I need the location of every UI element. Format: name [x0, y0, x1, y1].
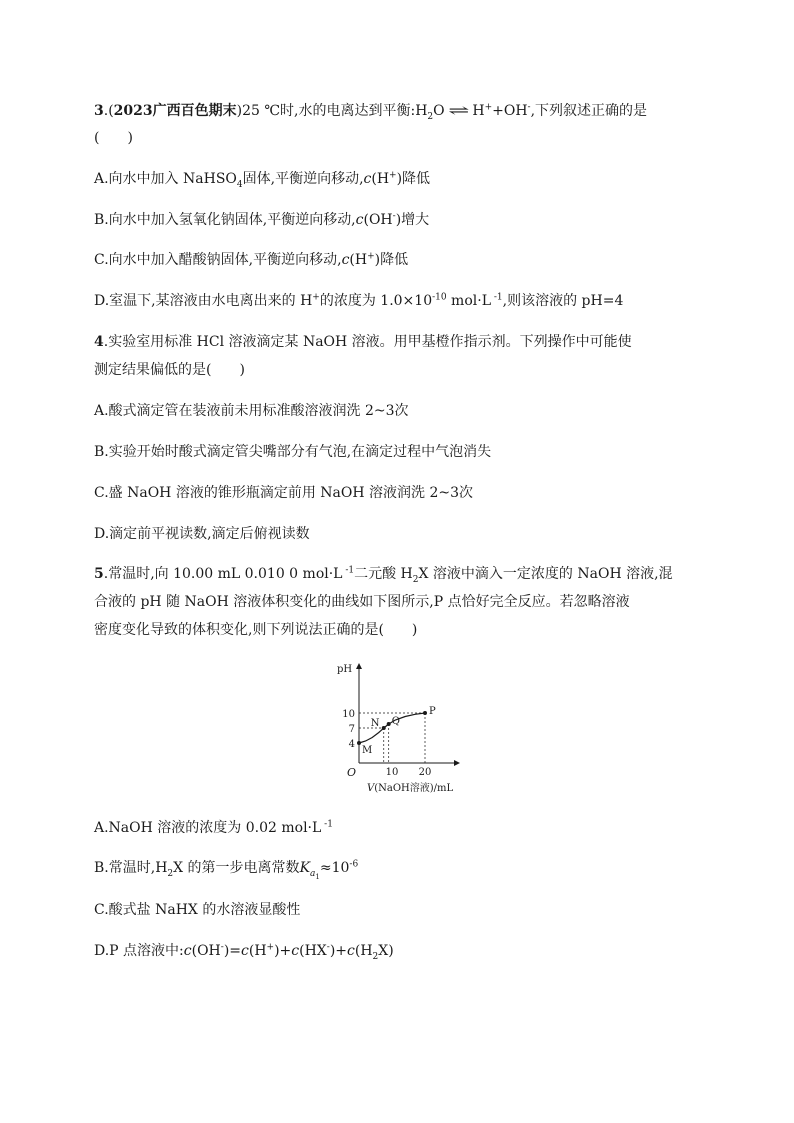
y-tick-label: 10: [342, 709, 355, 720]
q5-number: 5: [94, 566, 104, 582]
y-axis-label: pH: [337, 664, 353, 675]
q5-option-c: C.酸式盐 NaHX 的水溶液显酸性: [94, 902, 301, 918]
ph-chart-svg: [337, 660, 467, 800]
ph-titration-chart: [337, 660, 467, 800]
q3-source: 2023广西百色期末: [113, 103, 237, 119]
q4-option-b: B.实验开始时酸式滴定管尖嘴部分有气泡,在滴定过程中气泡消失: [94, 444, 492, 460]
q5-option-b: B.常温时$,H_2X$ 的第一步电离常数$K_{a_1}\approx 10^{-6}$: [94, 859, 359, 881]
equilibrium-arrow-icon: ⇌: [447, 103, 470, 119]
q4-number: 4: [94, 334, 104, 350]
x-tick-label: 10: [385, 767, 399, 778]
point-label-n: N: [370, 718, 380, 729]
q5-option-a: A.NaOH 溶液的浓度为 0.02 mol·L $^{-1}$: [94, 819, 333, 836]
q5-option-d: D.P 点溶液中$:c(OH^-)=c(H^+)+c(HX^-)+c(H_2X)$: [94, 942, 394, 962]
q4-option-c: C.盛 NaOH 溶液的锥形瓶滴定前用 NaOH 溶液润洗 2~3次: [94, 485, 474, 501]
q5-stem-line3: 密度变化导致的体积变化,则下列说法正确的是( ): [94, 622, 418, 638]
q3-option-a: A.向水中加入 NaHSO$_4$固体,平衡逆向移动,c(H+)降低: [94, 170, 431, 190]
chart-marks: [342, 706, 436, 778]
q4-stem-line1: 4.实验室用标准 HCl 溶液滴定某 NaOH 溶液。用甲基橙作指示剂。下列操作中可能使: [94, 334, 632, 350]
point-label-p: P: [429, 706, 436, 717]
y-tick-label: 7: [348, 724, 355, 735]
y-tick-label: 4: [348, 739, 355, 750]
point-label-m: M: [362, 745, 373, 756]
q3-option-b: B.向水中加入氢氧化钠固体,平衡逆向移动,c(OH-)增大: [94, 211, 430, 228]
origin-label: O: [347, 766, 357, 779]
point-n: [382, 726, 386, 730]
q4-option-a: A.酸式滴定管在装液前未用标准酸溶液润洗 2~3次: [94, 403, 409, 419]
q3-option-d: D.室温下,某溶液由水电离出来的 H+的浓度为 $1.0\times 10^{-10}$ mol·L $^{-1}$,则该溶液的 pH=4: [94, 292, 624, 309]
point-label-q: Q: [391, 716, 400, 727]
point-m: [357, 741, 361, 745]
q5-stem-line1: 5.常温时,向 10.00 mL 0.010 0 mol·L $^{-1}$二元酸 $H_2X$ 溶液中滴入一定浓度的 NaOH 溶液,混: [94, 565, 673, 585]
point-q: [387, 722, 391, 726]
q3-number: 3: [94, 103, 104, 119]
q3-stem-line1: 3.(2023广西百色期末)25 ℃时,水的电离达到平衡$:H_2O$ ⇌ H++OH-,下列叙述正确的是: [94, 102, 648, 122]
q5-stem-line2: 合液的 pH 随 NaOH 溶液体积变化的曲线如下图所示,P 点恰好完全反应。若忽略溶液: [94, 594, 630, 610]
q4-option-d: D.滴定前平视读数,滴定后俯视读数: [94, 526, 310, 542]
q4-stem-line2: 测定结果偏低的是( ): [94, 362, 245, 378]
q3-answer-paren: ( ): [94, 130, 133, 146]
x-tick-label: 20: [418, 767, 432, 778]
point-p: [423, 711, 427, 715]
x-axis-label: V(NaOH溶液)/mL: [367, 783, 454, 794]
q3-option-c: C.向水中加入醋酸钠固体,平衡逆向移动,c(H+)降低: [94, 251, 409, 268]
